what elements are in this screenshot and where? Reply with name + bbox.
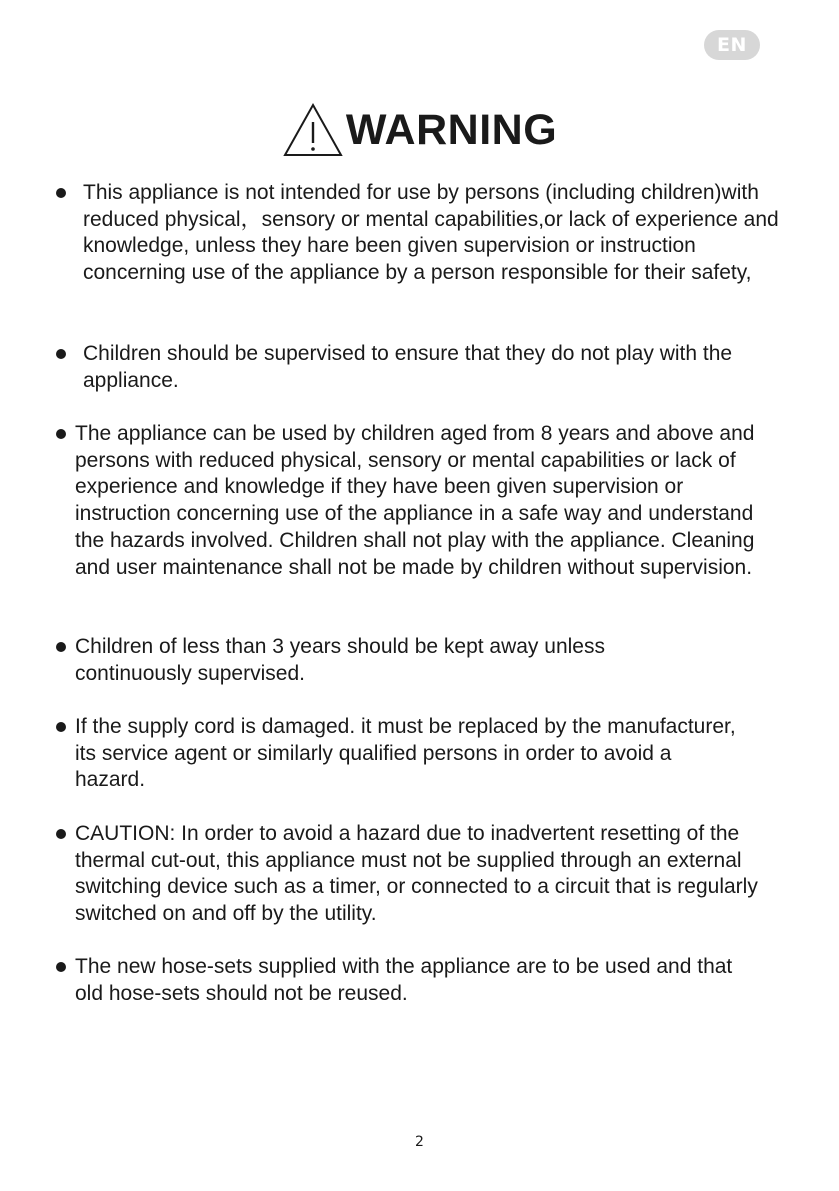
page-title: WARNING: [345, 105, 558, 154]
page-number: 2: [415, 1134, 424, 1150]
bullet-icon: [56, 722, 66, 732]
warning-item-2: Children should be supervised to ensure that they do not play with the appliance.: [83, 342, 733, 392]
warning-heading: [0, 100, 839, 160]
warning-item-4: Children of less than 3 years should be kept away unless continuously supervised.: [75, 635, 605, 685]
bullet-icon: [56, 349, 66, 359]
warning-item-7: The new hose-sets supplied with the appliance are to be used and that old hose-sets should not be reused.: [75, 955, 733, 1005]
warning-item-5: If the supply cord is damaged. it must be replaced by the manufacturer, its service agent or similarly qualified persons in order to avoid a hazard.: [75, 715, 736, 792]
warning-item-1: This appliance is not intended for use by persons (including children)with reduced physical，sensory or mental capabilities,or lack of experience and knowledge, unless they hare been given supervision or instruction concerning use of the appliance by a person responsible for their safety,: [83, 181, 779, 285]
warning-item-3: The appliance can be used by children aged from 8 years and above and persons with reduced physical, sensory or mental capabilities or lack of experience and knowledge if they have been given supervision or instruction concerning use of the appliance in a safe way and understand the hazards involved. Children shall not play with the appliance. Cleaning and user maintenance shall not be made by children without supervision.: [75, 422, 755, 579]
language-badge: EN: [704, 30, 760, 60]
bullet-icon: [56, 962, 66, 972]
bullet-icon: [56, 642, 66, 652]
bullet-icon: [56, 829, 66, 839]
warning-item-6: CAUTION: In order to avoid a hazard due to inadvertent resetting of the thermal cut-out, this appliance must not be supplied through an external switching device such as a timer, or connected to a circuit that is regularly switched on and off by the utility.: [75, 822, 758, 926]
bullet-icon: [56, 429, 66, 439]
bullet-icon: [56, 188, 66, 198]
warning-triangle-icon: [282, 102, 344, 158]
